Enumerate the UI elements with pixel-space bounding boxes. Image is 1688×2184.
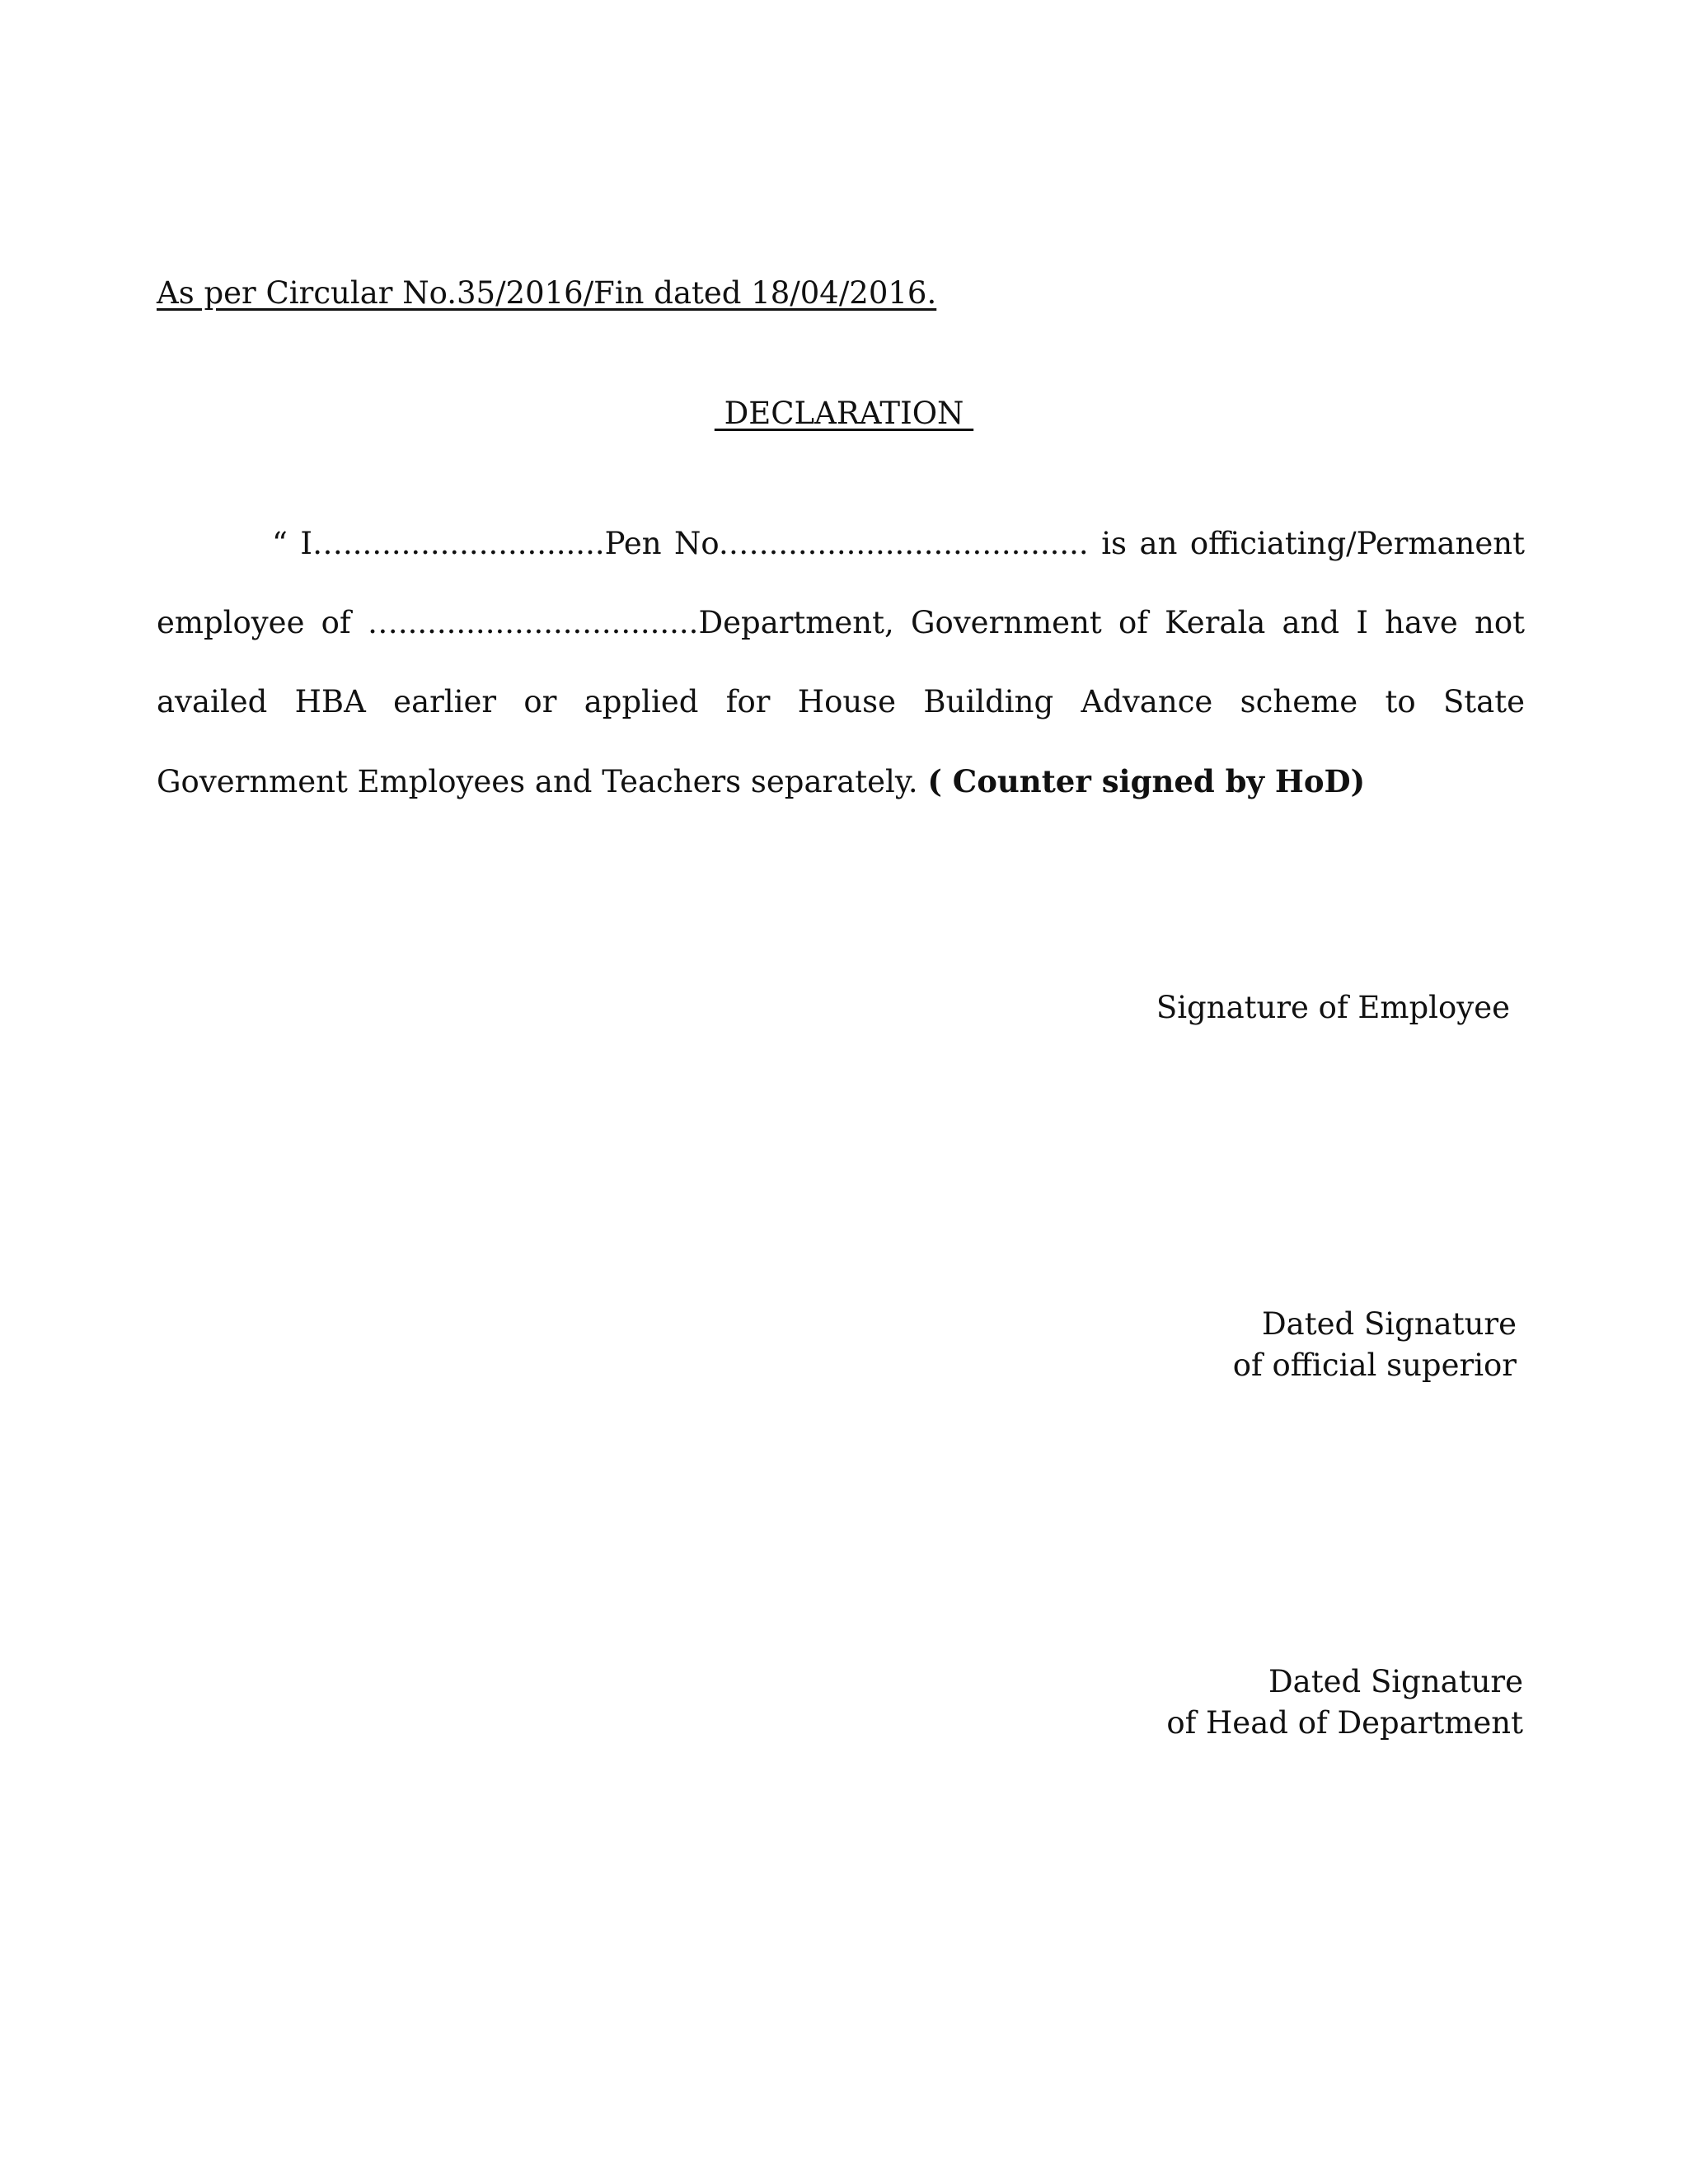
hod-signature-block: [1166, 1661, 1523, 1744]
employee-signature-block: [1156, 987, 1510, 1029]
hod-signature-line2: of Head of Department: [1166, 1705, 1523, 1741]
declaration-heading-container: [0, 396, 1688, 432]
employee-signature-label: Signature of Employee: [1156, 990, 1510, 1025]
superior-signature-block: [1233, 1304, 1517, 1386]
declaration-paragraph: [157, 504, 1525, 822]
hod-signature-line1: Dated Signature: [1268, 1664, 1523, 1699]
declaration-main-text: “ I…...........................Pen No.….................................. is an officiating/Permanent employee of …...............................Department, Government of Kerala and I have not availed HBA earlier or applied for House Building Advance scheme to State Government Employees and Teachers separately.: [157, 526, 1525, 799]
declaration-heading: DECLARATION: [714, 396, 974, 431]
superior-signature-line1: Dated Signature: [1262, 1306, 1517, 1342]
counter-signed-note: ( Counter signed by HoD): [927, 763, 1366, 799]
superior-signature-line2: of official superior: [1232, 1347, 1517, 1383]
circular-reference: As per Circular No.35/2016/Fin dated 18/04/2016.: [157, 275, 937, 311]
